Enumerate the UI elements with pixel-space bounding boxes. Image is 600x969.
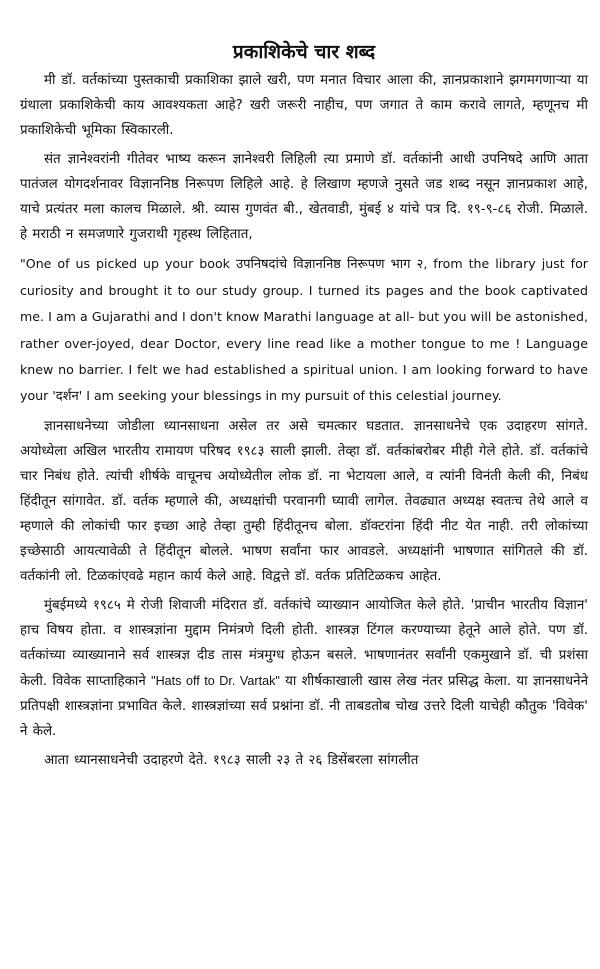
quote-text-3: ' I am seeking your blessings in my pursuit of this celestial journey. bbox=[78, 388, 502, 404]
paragraph-4 bbox=[20, 593, 588, 744]
quote-text-2: , from the library just for curiosity and brought it to our study group. I turned its pages and the book captivated me. I am a Gujarathi and I don't know Marathi language at all- but you will be astonished, rather over-joyed, dear Doctor, every line read like a mother tongue to me ! Language knew no barrier. I felt we had established a spiritual union. I am looking forward to have your ' bbox=[20, 256, 588, 404]
paragraph-4-text-1: मुंबईमध्ये १९८५ मे रोजी शिवाजी मंदिरात डॉ. वर्तकांचे व्याख्यान आयोजित केले होते. 'प्राचीन भारतीय विज्ञान' हाच विषय होता. व शास्त्रज्ञांना मुद्दाम निमंत्रणे दिली होती. शास्त्रज्ञ टिंगल करण्याच्या हेतूने आले होते. पण डॉ. वर्तकांच्या व्याख्यानाने सर्व शास्त्रज्ञ दीड तास मंत्रमुग्ध होऊन बसले. भाषणानंतर सर्वांनी एकमुखाने डॉ. ची प्रशंसा केली. विवेक साप्ताहिकाने bbox=[20, 598, 588, 690]
paragraph-3: ज्ञानसाधनेच्या जोडीला ध्यानसाधना असेल तर असे चमत्कार घडतात. ज्ञानसाधनेचे एक उदाहरण सांगते. अयोध्येला अखिल भारतीय रामायण परिषद १९८३ साली झाली. तेव्हा डॉ. वर्तकांबरोबर मीही गेले होते. डॉ. वर्तकांचे चार निबंध होते. त्यांची शीर्षके वाचूनच अयोध्येतील लोक डॉ. ना भेटायला आले, व त्यांनी विनंती केली की, निबंध हिंदीतून सांगावेत. डॉ. वर्तक म्हणाले की, अध्यक्षांची परवानगी घ्यावी लागेल. तेवढ्यात अध्यक्ष स्वतःच तेथे आले व म्हणाले की लोकांची फार इच्छा आहे तेव्हा तुम्ही हिंदीतूनच बोला. डॉक्टरांना हिंदी नीट येत नाही. तरी लोकांच्या इच्छेसाठी आयत्यावेळी ते हिंदीतून बोलले. भाषण सर्वांना फार आवडले. अध्यक्षांनी भाषणात सांगितले की डॉ. वर्तकांनी लो. टिळकांएवढे महान कार्य केले आहे. विद्वत्ते डॉ. वर्तक प्रतिटिळकच आहेत. bbox=[20, 419, 588, 585]
quote-book-title: उपनिषदांचे विज्ञाननिष्ठ निरूपण भाग २ bbox=[235, 257, 424, 272]
page-title: प्रकाशिकेचे चार शब्द bbox=[232, 41, 376, 63]
paragraph-2: संत ज्ञानेश्वरांनी गीतेवर भाष्य करून ज्ञानेश्वरी लिहिली त्या प्रमाणे डॉ. वर्तकांनी आधी उपनिषदे आणि आता पातंजल योगदर्शनावर विज्ञाननिष्ठ निरूपण लिहिले आहे. हे लिखाण म्हणजे नुसते जड शब्द नसून ज्ञानप्रकाश आहे, याचे प्रत्यंतर मला कालच मिळाले. श्री. व्यास गुणवंत बी., खेतवाडी, मुंबई ४ यांचे पत्र दि. १९-९-८६ रोजी. मिळाले. हे मराठी न समजणारे गुजराथी गृहस्थ लिहितात, bbox=[20, 152, 588, 242]
quote-text-1: "One of us picked up your book bbox=[20, 256, 236, 271]
paragraph-5: आता ध्यानसाधनेची उदाहरणे देते. १९८३ साली २३ ते २६ डिसेंबरला सांगलीत bbox=[44, 753, 419, 769]
english-letter-quote bbox=[20, 251, 588, 410]
quote-darshan: दर्शन bbox=[55, 389, 79, 405]
paragraph-1: मी डॉ. वर्तकांच्या पुस्तकाची प्रकाशिका झाले खरी, पण मनात विचार आला की, ज्ञानप्रकाशाने झगमगणाऱ्या या ग्रंथाला प्रकाशिकेची काय आवश्यकता आहे? खरी जरूरी नाहीच, पण जगात ते काम करावे लागते, म्हणूनच मी प्रकाशिकेची भूमिका स्विकारली. bbox=[20, 73, 588, 138]
hats-off-quote: "Hats off to Dr. Vartak" bbox=[151, 674, 280, 689]
paragraph-4-text-2: या शीर्षकाखाली खास लेख नंतर प्रसिद्ध केला. या ज्ञानसाधनेने प्रतिपक्षी शास्त्रज्ञांना प्रभावित केले. शास्त्रज्ञांच्या सर्व प्रश्नांना डॉ. नी ताबडतोब चोख उत्तरे दिली याचेही कौतुक 'विवेक' ने केले. bbox=[20, 674, 588, 740]
